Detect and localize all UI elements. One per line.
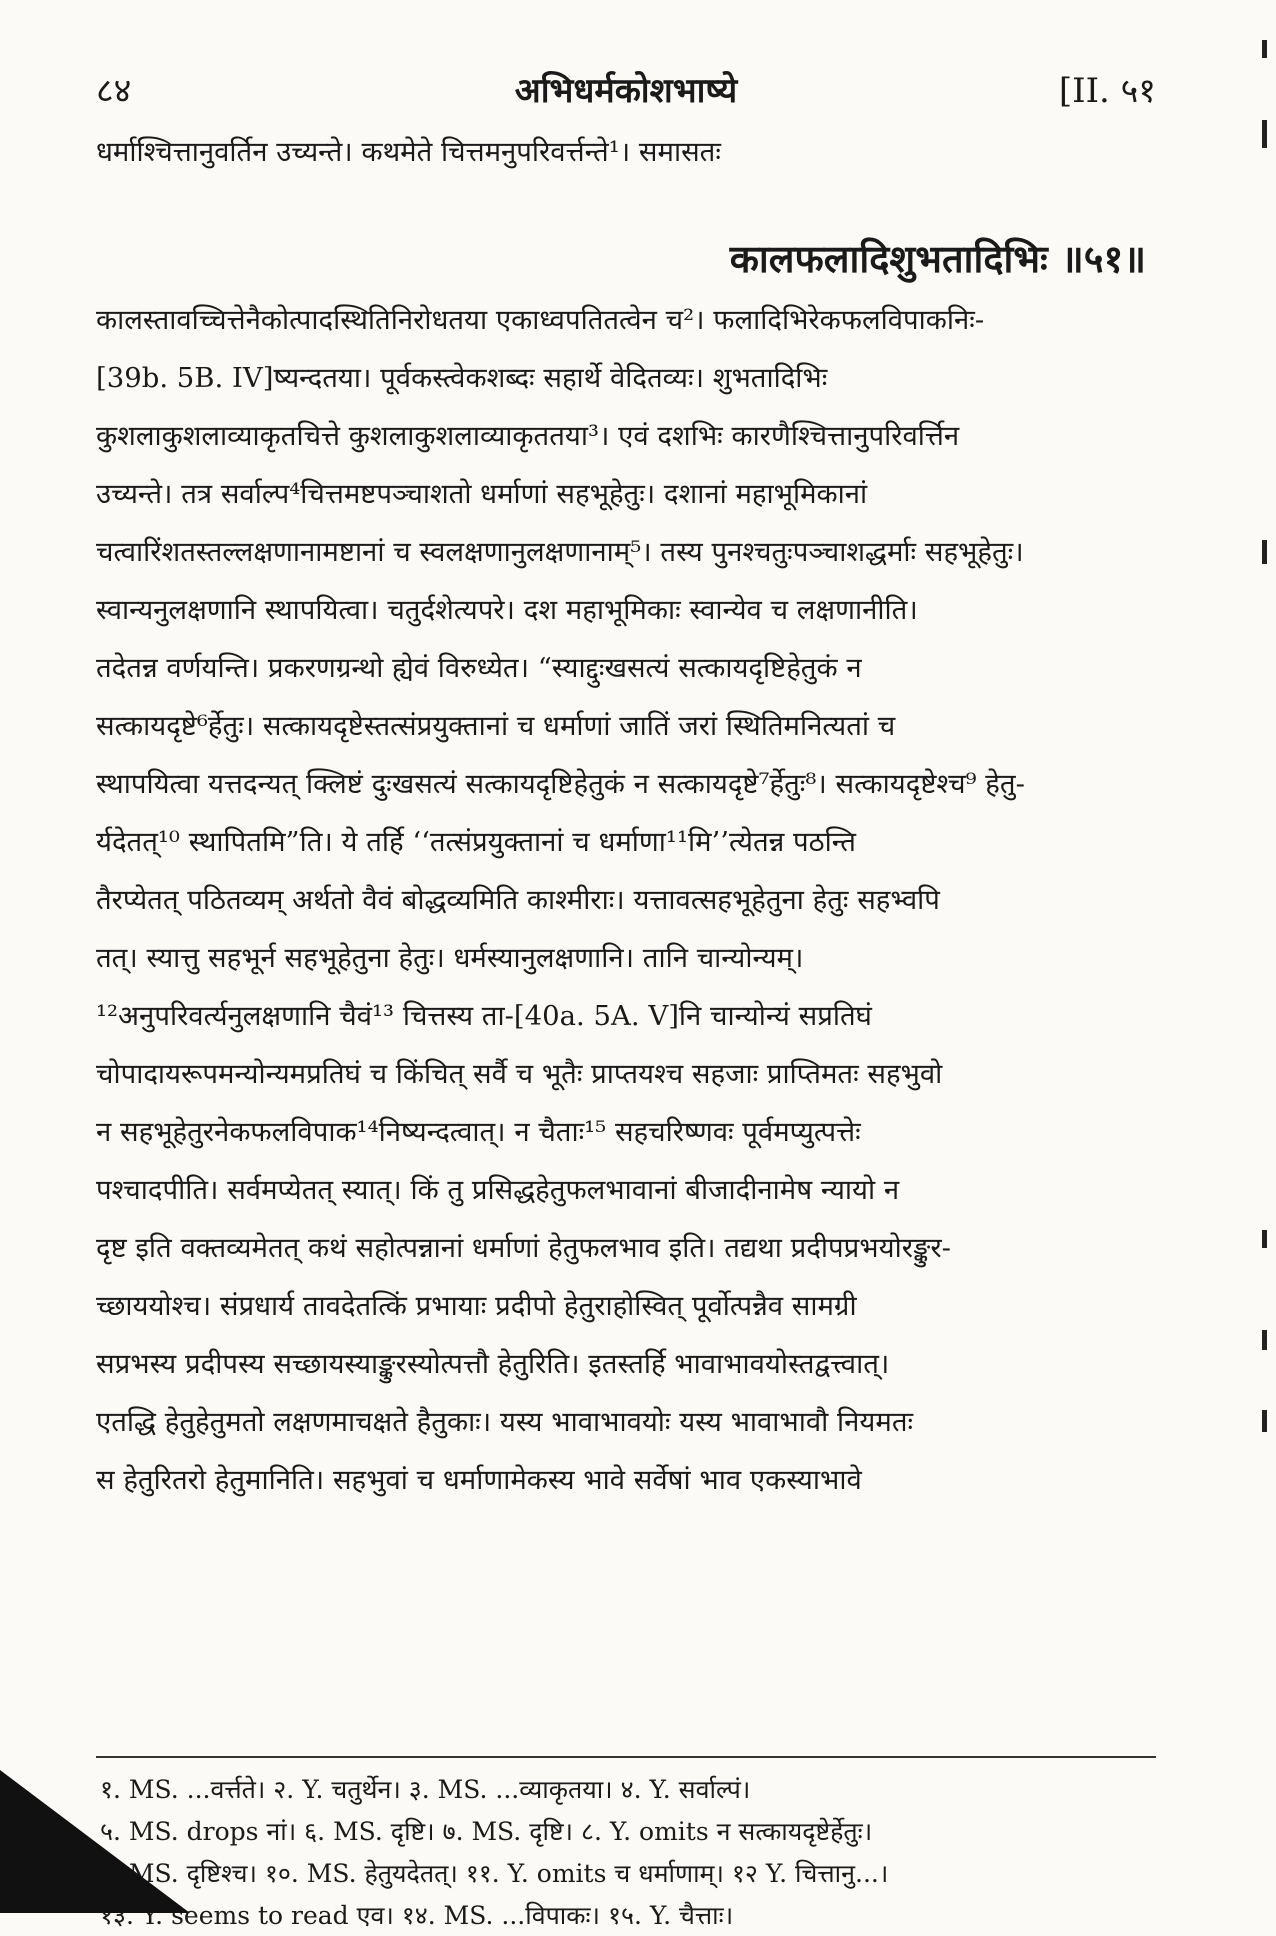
scan-edge-mark: [1262, 540, 1267, 564]
body-line: कालस्तावच्चित्तेनैकोत्पादस्थितिनिरोधतया एकाध्वपतितत्वेन च²। फलादिभिरेकफलविपाकनिः-: [96, 304, 985, 336]
body-line: तत्। स्यात्तु सहभूर्न सहभूहेतुना हेतुः। धर्मस्यानुलक्षणानि। तानि चान्योन्यम्।: [96, 942, 804, 974]
body-line: तैरप्येतत् पठितव्यम् अर्थतो वैवं बोद्धव्यमिति काश्मीराः। यत्तावत्सहभूहेतुना हेतुः सहभ्वपि: [96, 884, 940, 916]
body-line: स्थापयित्वा यत्तदन्यत् क्लिष्टं दुःखसत्यं सत्कायदृष्टिहेतुकं न सत्कायदृष्टे⁷र्हेतुः⁸। सत्कायदृष्टेश्च⁹ हेतु-: [96, 768, 1025, 800]
body-line: एतद्धि हेतुहेतुमतो लक्षणमाचक्षते हैतुकाः। यस्य भावाभावयोः यस्य भावाभावौ नियमतः: [96, 1406, 914, 1438]
footnote-rule: [96, 1756, 1156, 1758]
body-line: स्वान्यनुलक्षणानि स्थापयित्वा। चतुर्दशेत्यपरे। दश महाभूमिकाः स्वान्येव च लक्षणानीति।: [96, 594, 918, 626]
footnote-line: ५. MS. drops नां। ६. MS. दृष्टि। ७. MS. दृष्टि। ८. Y. omits न सत्कायदृष्टेर्हेतुः।: [100, 1817, 873, 1846]
body-line: पश्चादपीति। सर्वमप्येतत् स्यात्। किं तु प्रसिद्धहेतुफलभावानां बीजादीनामेष न्यायो न: [96, 1174, 900, 1206]
body-line: चत्वारिंशतस्तल्लक्षणानामष्टानां च स्वलक्षणानुलक्षणानाम्⁵। तस्य पुनश्चतुःपञ्चाशद्धर्माः सहभूहेतुः।: [96, 536, 1024, 568]
body-line: सत्कायदृष्टे⁶र्हेतुः। सत्कायदृष्टेस्तत्संप्रयुक्तानां च धर्माणां जातिं जरां स्थितिमनित्यतां च: [96, 710, 896, 742]
body-line: स हेतुरितरो हेतुमानिति। सहभुवां च धर्माणामेकस्य भावे सर्वेषां भाव एकस्याभावे: [96, 1464, 862, 1496]
verse-heading: कालफलादिशुभतादिभिः ॥५१॥: [729, 236, 1146, 281]
scan-edge-mark: [1262, 1230, 1267, 1248]
body-line: सप्रभस्य प्रदीपस्य सच्छायस्याङ्कुरस्योत्पत्तौ हेतुरिति। इतस्तर्हि भावाभावयोस्तद्वत्त्वात्।: [96, 1348, 890, 1380]
section-reference: [II. ५१: [1058, 71, 1156, 111]
footnote-line: ९. MS. दृष्टिश्च। १०. MS. हेतुयदेतत्। ११. Y. omits च धर्माणाम्। १२ Y. चित्तानु...।: [100, 1859, 889, 1888]
page-number: ८४: [96, 71, 132, 111]
footnote-line: १. MS. ...वर्त्तते। २. Y. चतुर्थेन। ३. MS. ...व्याकृतया। ४. Y. सर्वाल्पं।: [100, 1775, 751, 1804]
body-line: ¹²अनुपरिवर्त्यनुलक्षणानि चैवं¹³ चित्तस्य ता-[40a. 5A. V]नि चान्योन्यं सप्रतिघं: [96, 1000, 872, 1032]
body-line: तदेतन्न वर्णयन्ति। प्रकरणग्रन्थो ह्येवं विरुध्येत। “स्याद्दुःखसत्यं सत्कायदृष्टिहेतुकं न: [96, 652, 862, 684]
running-title: अभिधर्मकोशभाष्ये: [514, 71, 738, 111]
footnote-line: १३. Y. seems to read एव। १४. MS. ...विपाकः। १५. Y. चैत्ताः।: [100, 1901, 734, 1930]
body-line: चोपादायरूपमन्योन्यमप्रतिघं च किंचित् सर्वै च भूतैः प्राप्तयश्च सहजाः प्राप्तिमतः सहभुवो: [96, 1058, 943, 1090]
scan-shadow: [0, 1770, 190, 1913]
body-line: न सहभूहेतुरनेकफलविपाक¹⁴निष्यन्दत्वात्। न चैताः¹⁵ सहचरिष्णवः पूर्वमप्युत्पत्तेः: [96, 1116, 861, 1148]
body-line: दृष्ट इति वक्तव्यमेतत् कथं सहोत्पन्नानां धर्माणां हेतुफलभाव इति। तद्यथा प्रदीपप्रभयोरङ्कुर-: [96, 1232, 951, 1264]
scan-edge-mark: [1262, 120, 1267, 148]
scan-edge-mark: [1262, 1330, 1267, 1350]
page-header: [96, 66, 1156, 126]
body-line: उच्यन्ते। तत्र सर्वाल्प⁴चित्तमष्टपञ्चाशतो धर्माणां सहभूहेतुः। दशानां महाभूमिकानां: [96, 478, 868, 510]
scan-edge-mark: [1262, 40, 1267, 58]
body-line: [39b. 5B. IV]ष्यन्दतया। पूर्वकस्त्वेकशब्दः सहार्थे वेदितव्यः। शुभतादिभिः: [96, 362, 828, 394]
body-line: धर्माश्चित्तानुवर्तिन उच्यन्ते। कथमेते चित्तमनुपरिवर्त्तन्ते¹। समासतः: [96, 136, 721, 168]
body-line: च्छाययोश्च। संप्रधार्य तावदेतत्किं प्रभायाः प्रदीपो हेतुराहोस्वित् पूर्वोत्पन्नैव सामग्री: [96, 1290, 857, 1322]
body-line: कुशलाकुशलाव्याकृतचित्ते कुशलाकुशलाव्याकृततया³। एवं दशभिः कारणैश्चित्तानुपरिवर्त्तिन: [96, 420, 960, 452]
scan-edge-mark: [1262, 1410, 1267, 1432]
body-line: र्यदेतत्¹⁰ स्थापितमि”ति। ये तर्हि ‘‘तत्संप्रयुक्तानां च धर्माणा¹¹मि’’त्येतन्न पठन्ति: [96, 826, 856, 858]
